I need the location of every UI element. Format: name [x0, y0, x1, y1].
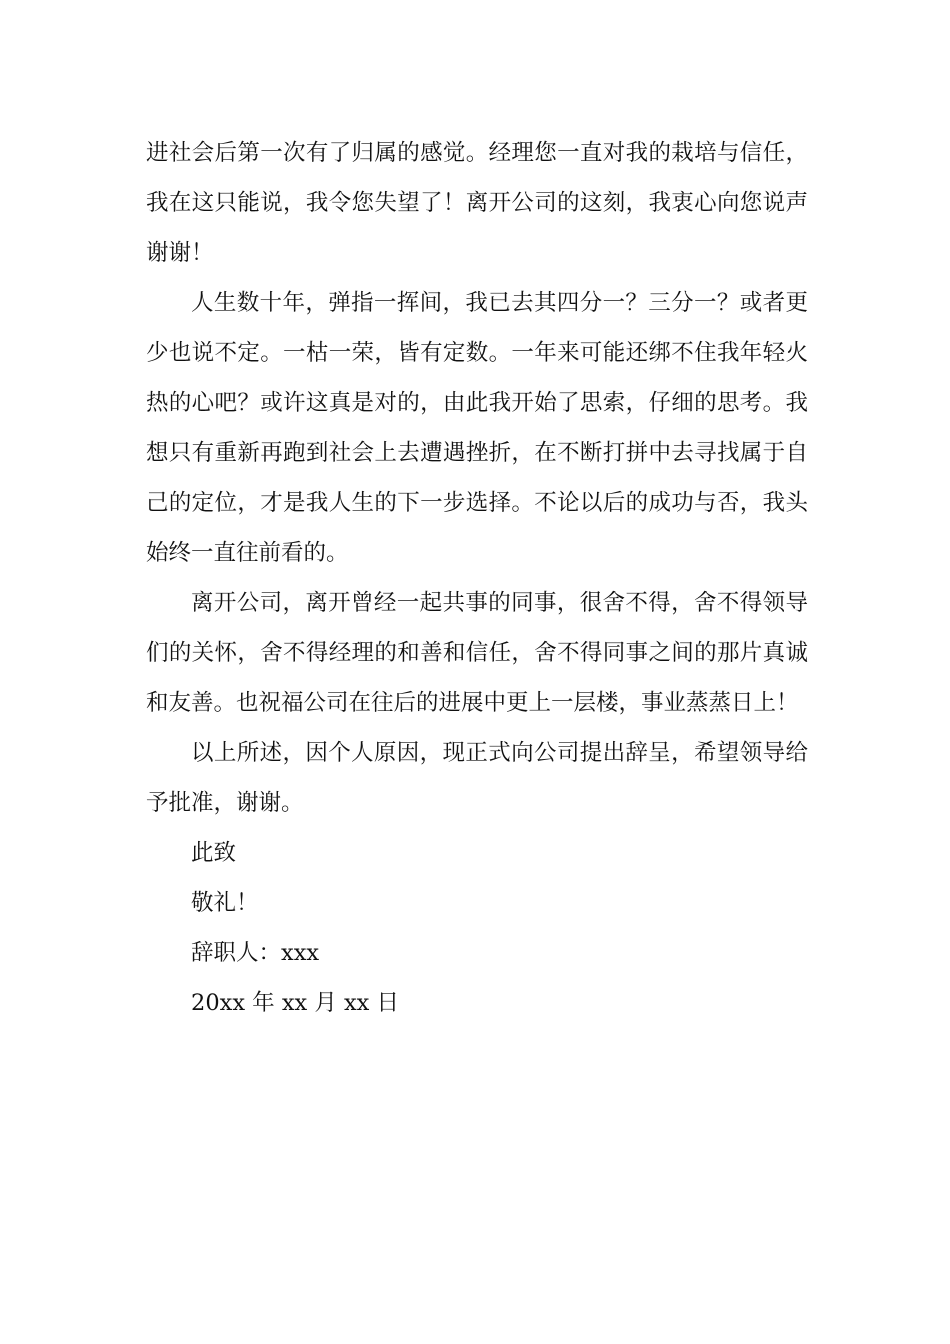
paragraph-farewell: 离开公司，离开曾经一起共事的同事，很舍不得，舍不得领导们的关怀，舍不得经理的和善和信任，舍不得同事之间的那片真诚和友善。也祝福公司在往后的进展中更上一层楼，事业蒸蒸日上！	[146, 590, 808, 716]
date-line: 20xx 年 xx 月 xx 日	[191, 990, 400, 1016]
letter-body	[146, 128, 808, 1028]
paragraph-continuation: 进社会后第一次有了归属的感觉。经理您一直对我的栽培与信任，我在这只能说，我令您失望了！离开公司的这刻，我衷心向您说声谢谢！	[146, 140, 808, 266]
paragraph-life-reflection: 人生数十年，弹指一挥间，我已去其四分一？三分一？或者更少也说不定。一枯一荣，皆有定数。一年来可能还绑不住我年轻火热的心吧？或许这真是对的，由此我开始了思索，仔细的思考。我想只有重新再跑到社会上去遭遇挫折，在不断打拼中去寻找属于自己的定位，才是我人生的下一步选择。不论以后的成功与否，我头始终一直往前看的。	[146, 290, 808, 566]
signature-line: 辞职人：xxx	[191, 940, 320, 966]
closing-salutation: 此致	[191, 840, 237, 866]
closing-regards: 敬礼！	[191, 890, 259, 916]
paragraph-resignation-request: 以上所述，因个人原因，现正式向公司提出辞呈，希望领导给予批准，谢谢。	[146, 740, 808, 816]
